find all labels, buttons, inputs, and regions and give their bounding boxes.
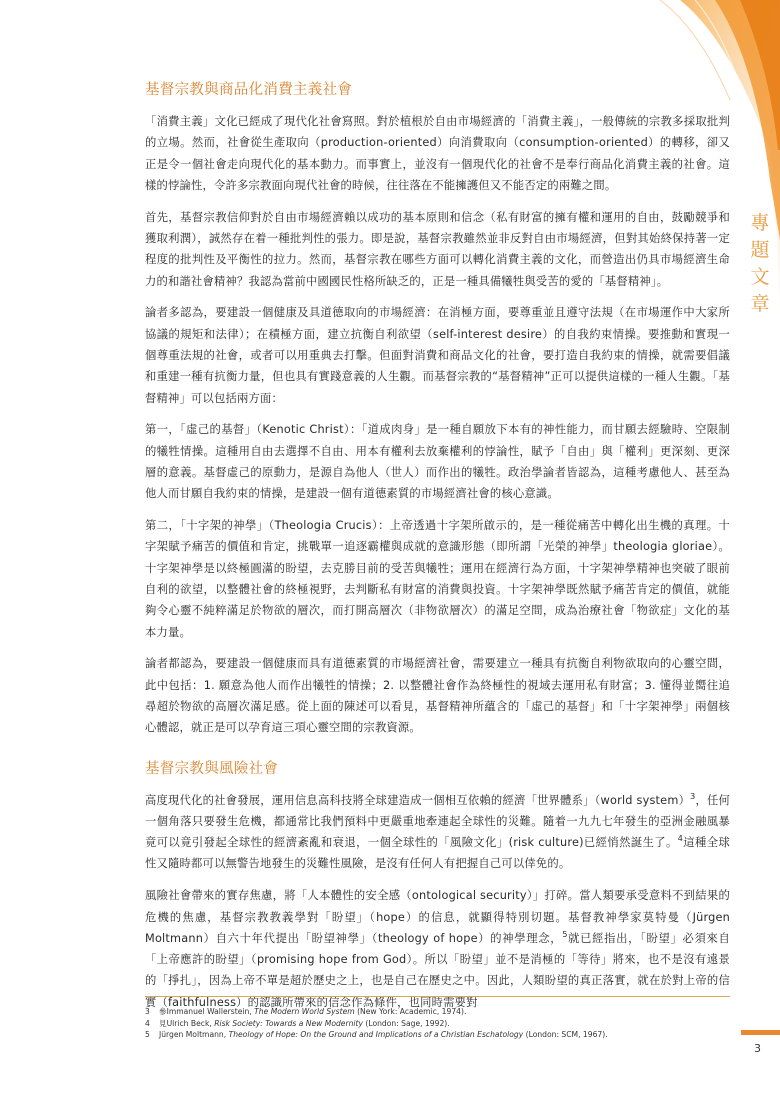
article-body	[145, 78, 730, 1023]
footnote-text: (New York: Academic, 1974).	[354, 1007, 467, 1016]
side-label	[748, 210, 772, 318]
paragraph-text: 這種全球性又隨時都可以無警告地發生的災難性風險，是沒有任何人有把握自己可以倖免的。	[145, 836, 730, 871]
footnote-ref[interactable]: 3	[690, 791, 696, 801]
footnote	[145, 1006, 730, 1018]
footnote-title: The Modern World System	[254, 1007, 355, 1016]
footnote-ref[interactable]: 4	[677, 834, 684, 844]
footnote-text: 參Immanuel Wallerstein,	[159, 1007, 255, 1016]
side-label-char: 專	[750, 212, 770, 234]
footnote-ref[interactable]: 5	[562, 930, 568, 940]
footnote-title: Theology of Hope: On the Ground and Implications of a Christian Eschatology	[228, 1030, 524, 1039]
paragraph	[145, 885, 730, 1013]
paragraph: 論者多認為，要建設一個健康及具道德取向的市場經濟：在消極方面，要尊重並且遵守法規（在市場運作中大家所協議的規矩和法律）；在積極方面，建立抗衡自利欲望（self-interest desire）的自我約束情操。要推動和實現一個尊重法規的社會，或者可以用重典去打擊。但面對消費和商品文化的社會，要打造自我約束的情操，就需要倡議和重建一種有抗衡力量，但也具有實踐意義的人生觀。而基督宗教的“基督精神”正可以提供這樣的一種人生觀。「基督精神」可以包括兩方面：	[145, 306, 730, 405]
footnote-text: 見Ulrich Beck,	[159, 1018, 215, 1028]
paragraph-text: ，任何一個角落只要發生危機，都通常比我們預料中更嚴重地牽連起全球性的災難。隨着一九九七年發生的亞洲金融風暴竟可以竟引發起全球性的經濟紊亂和衰退，一個全球性的「風險文化」(risk culture)已經悄然誕生了。	[145, 793, 730, 850]
paragraph: 「消費主義」文化已經成了現代化社會寫照。對於植根於自由市場經濟的「消費主義」，一般傳統的宗教多採取批判的立場。然而，社會從生產取向（production-oriented）向消費取向（consumption-oriented）的轉移，卻又正是令一個社會走向現代化的基本動力。而事實上，並沒有一個現代化的社會不是奉行商品化消費主義的社會。這樣的悖論性，令許多宗教面向現代社會的時候，往往落在不能擁護但又不能否定的兩難之間。	[145, 115, 730, 192]
footnote-number: 5	[145, 1030, 150, 1039]
paragraph: 首先，基督宗教信仰對於自由市場經濟賴以成功的基本原則和信念（私有財富的擁有權和運用的自由，鼓勵競爭和獲取利潤），誠然存在着一種批判性的張力。即是說，基督宗教雖然並非反對自由市場經濟，但對其始終保持著一定程度的批判性及平衡性的拉力。然而，基督宗教在哪些方面可以轉化消費主義的文化，而營造出仍具市場經濟生命力的和諧社會精神？我認為當前中國國民性格所缺乏的，正是一種具備犧牲與受苦的愛的「基督精神」。	[145, 210, 730, 288]
footnote-text: (London: Sage, 1992).	[362, 1018, 450, 1028]
section-heading: 基督宗教與商品化消費主義社會	[145, 82, 353, 98]
footnote	[145, 1029, 730, 1041]
paragraph-text: 高度現代化的社會發展，運用信息高科技將全球建造成一個相互依賴的經濟「世界體系」（world system）	[145, 793, 691, 807]
side-label-char: 章	[750, 293, 770, 315]
section-heading: 基督宗教與風險社會	[145, 760, 279, 777]
paragraph-text: 就已經指出，「盼望」必須來自「上帝應許的盼望」（promising hope from God）。所以「盼望」並不是消極的「等待」將來，也不是沒有遠景的「掙扎」，因為上帝不單是超於歷史之上，也是自己在歷史之中。因此，人類盼望的真正落實，就在於對上帝的信實（faithfulness）的認識所帶來的信念作為條件，也同時需要對	[145, 931, 730, 1009]
footnote	[145, 1018, 730, 1030]
paragraph: 第二，「十字架的神學」（Theologia Crucis）：上帝透過十字架所啟示的，是一種從痛苦中轉化出生機的真理。十字架賦予痛苦的價值和肯定，挑戰單一追逐霸權與成就的意識形態（即所謂「光榮的神學」theologia gloriae）。十字架神學是以終極圓滿的盼望，去克勝目前的受苦與犧牲；運用在經濟行為方面，十字架神學精神也突破了眼前自利的欲望，以整體社會的終極視野，去判斷私有財富的消費與投資。十字架神學既然賦予痛苦肯定的價值，就能夠令心靈不純粹滿足於物欲的層次，而打開高層次（非物欲層次）的滿足空間，成為治療社會「物欲症」文化的基本力量。	[145, 519, 730, 639]
paragraph-text: 風險社會帶來的實存焦慮，將「人本體性的安全感（ontological security）」打碎。當人類要承受意料不到結果的危機的焦慮，基督宗教教義學對「盼望」（hope）的信息，就顯得特別切題。基督教神學家莫特曼（Jürgen Moltmann）自六十年代提出「盼望神學」（theology of hope）的神學理念，	[145, 889, 730, 945]
footnote-number: 4	[145, 1018, 150, 1028]
footnote-number: 3	[145, 1007, 150, 1016]
page-tab-decoration	[741, 1030, 780, 1035]
paragraph: 論者都認為，要建設一個健康而具有道德素質的市場經濟社會，需要建立一種具有抗衡自利物欲取向的心靈空間，此中包括：1. 願意為他人而作出犧牲的情操；2. 以整體社會作為終極性的視域去運用私有財富；3. 懂得並嚮往追尋超於物欲的高層次滿足感。從上面的陳述可以看見，基督精神所蘊含的「虛己的基督」和「十字架神學」兩個核心體認，就正是可以孕育這三項心靈空間的宗教資源。	[145, 657, 730, 735]
footnotes	[145, 1006, 730, 1041]
page-number: 3	[754, 1042, 761, 1055]
footnote-text: (London: SCM, 1967).	[523, 1030, 608, 1039]
side-label-char: 題	[750, 239, 770, 261]
footnote-title: Risk Society: Towards a New Modernity	[214, 1018, 363, 1028]
paragraph: 第一，「虛己的基督」（Kenotic Christ）：「道成肉身」是一種自願放下本有的神性能力，而甘願去經驗時、空限制的犧牲情操。這種用自由去選擇不自由、用本有權利去放棄權利的悖論性，賦予「自由」與「權利」更深刻、更深層的意義。基督虛己的原動力，是源自為他人（世人）而作出的犧牲。政治學論者皆認為，這種考慮他人、甚至為他人而甘願自我約束的情操，是建設一個有道德素質的市場經濟社會的核心意識。	[145, 423, 730, 501]
footnote-text: Jürgen Moltmann,	[159, 1030, 229, 1039]
side-label-char: 文	[750, 266, 770, 288]
paragraph	[145, 790, 730, 875]
footnote-divider	[145, 996, 730, 997]
